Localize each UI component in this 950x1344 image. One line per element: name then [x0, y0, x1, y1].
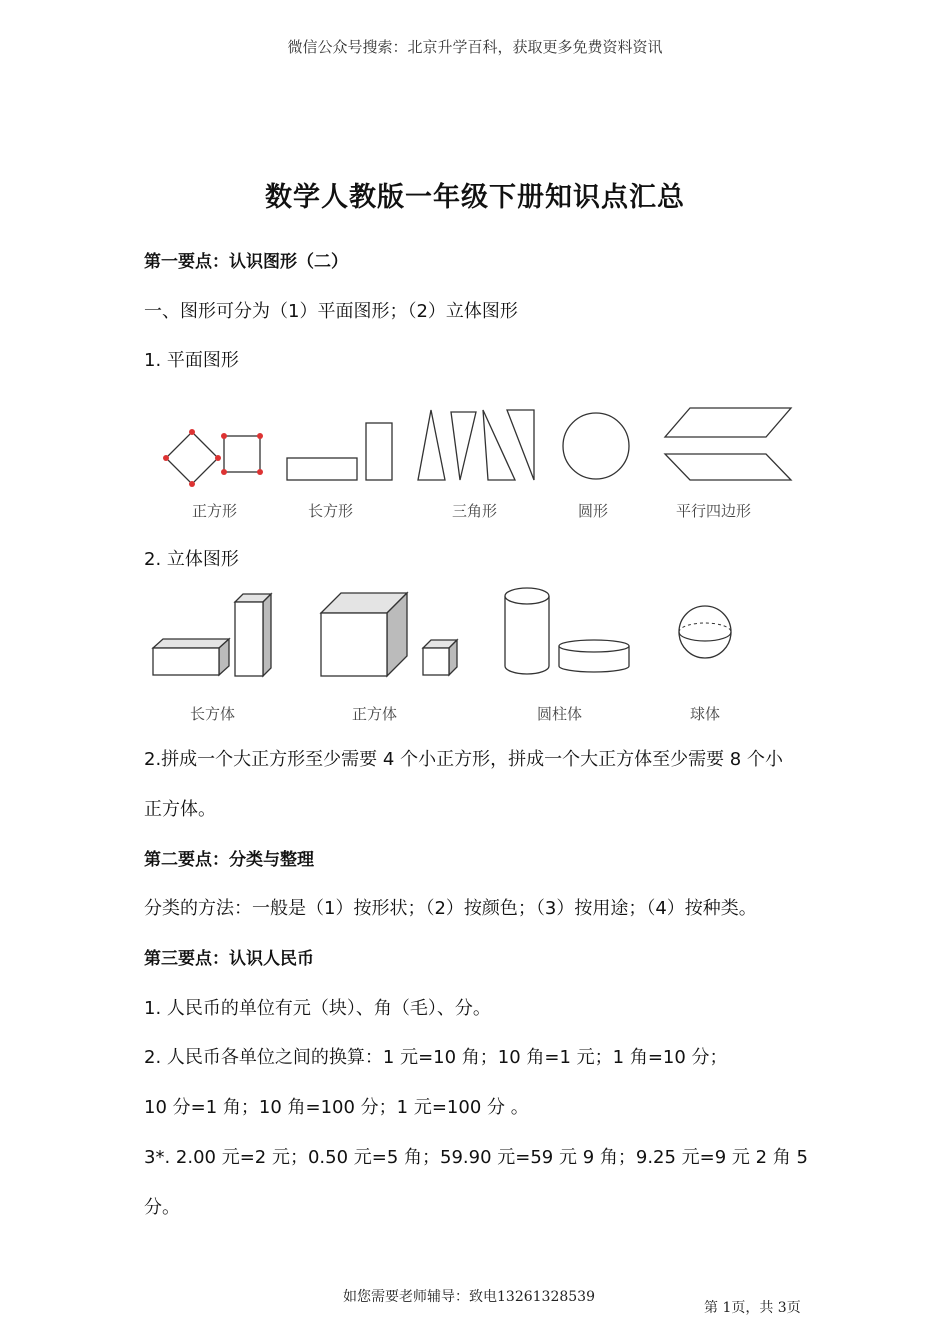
cube-shapes [321, 593, 457, 676]
label-triangle: 三角形 [452, 502, 498, 520]
label-rectangle: 长方形 [308, 502, 354, 520]
solid-shapes-heading: 2. 立体图形 [144, 549, 239, 570]
section2-heading: 第二要点：分类与整理 [144, 850, 314, 870]
cuboid-shapes [153, 594, 271, 676]
label-cube: 正方体 [352, 705, 398, 723]
section3-heading: 第三要点：认识人民币 [144, 949, 314, 969]
footer-page-number: 第 1页，共 3页 [704, 1300, 801, 1316]
section1-fact-line1: 2.拼成一个大正方形至少需要 4 个小正方形，拼成一个大正方体至少需要 8 个小 [144, 749, 783, 770]
rectangle-shapes [287, 423, 392, 480]
label-square: 正方形 [192, 502, 238, 520]
solid-shapes-figure [145, 580, 745, 690]
section1-heading: 第一要点：认识图形（二） [144, 252, 348, 272]
section3-item3: 3*. 2.00 元=2 元；0.50 元=5 角；59.90 元=59 元 9 角；9.25 元=9 元 2 角 5 [144, 1147, 808, 1168]
section3-item3-cont: 分。 [144, 1197, 180, 1218]
plane-shapes-heading: 1. 平面图形 [144, 350, 239, 371]
section3-item1: 1. 人民币的单位有元（块）、角（毛）、分。 [144, 998, 491, 1019]
triangle-shapes [418, 410, 534, 480]
section1-fact-line2: 正方体。 [144, 799, 216, 820]
parallelogram-shapes [665, 408, 791, 480]
plane-shapes-figure [150, 400, 810, 490]
document-title: 数学人教版一年级下册知识点汇总 [265, 182, 685, 213]
label-parallelogram: 平行四边形 [676, 502, 752, 520]
label-cylinder: 圆柱体 [537, 705, 583, 723]
label-circle: 圆形 [578, 502, 609, 520]
circle-shape [563, 413, 629, 479]
section2-text: 分类的方法：一般是（1）按形状；（2）按颜色；（3）按用途；（4）按种类。 [144, 898, 757, 919]
header-note: 微信公众号搜索：北京升学百科，获取更多免费资料资讯 [287, 38, 663, 56]
cylinder-shapes [505, 588, 629, 674]
section3-item2-cont: 10 分=1 角；10 角=100 分；1 元=100 分 。 [144, 1097, 529, 1118]
label-sphere: 球体 [690, 705, 721, 723]
square-shapes [163, 429, 263, 487]
label-cuboid: 长方体 [190, 705, 236, 723]
sphere-shape [679, 606, 731, 658]
footer-contact: 如您需要老师辅导：致电13261328539 [343, 1289, 595, 1305]
section1-intro: 一、图形可分为（1）平面图形；（2）立体图形 [144, 301, 518, 322]
section3-item2: 2. 人民币各单位之间的换算：1 元=10 角；10 角=1 元；1 角=10 分； [144, 1047, 728, 1068]
